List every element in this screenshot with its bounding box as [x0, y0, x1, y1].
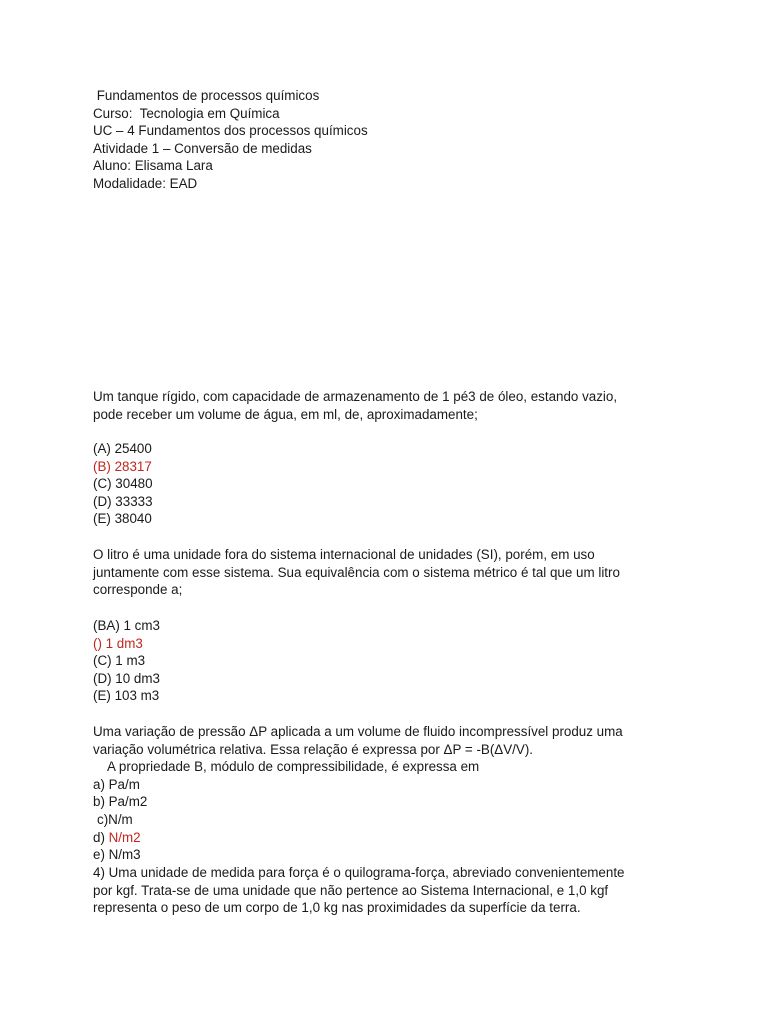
course-line: Curso: Tecnologia em Química	[93, 105, 280, 121]
q1-option-d: (D) 33333	[93, 493, 153, 509]
question-2-line: corresponde a;	[93, 582, 183, 598]
q2-option-d: (D) 10 dm3	[93, 670, 160, 686]
q3-option-d-row	[93, 829, 693, 847]
q3-option-e: e) N/m3	[93, 847, 141, 863]
q2-option-c: (C) 1 m3	[93, 653, 146, 669]
document-title: Fundamentos de processos químicos	[93, 88, 320, 103]
q2-option-highlighted: () 1 dm3	[93, 635, 143, 651]
question-1-text	[93, 388, 693, 423]
question-3-line: Uma variação de pressão ΔP aplicada a um volume de fluido incompressível produz uma	[93, 724, 623, 739]
question-2-options	[93, 617, 693, 705]
question-1-line: pode receber um volume de água, em ml, de, aproximadamente;	[93, 406, 478, 422]
q1-option-b-highlighted: (B) 28317	[93, 458, 152, 474]
student-line: Aluno: Elisama Lara	[93, 158, 213, 174]
q2-option-e: (E) 103 m3	[93, 688, 160, 704]
modality-line: Modalidade: EAD	[93, 175, 198, 191]
q3-option-d-prefix: d)	[93, 829, 109, 845]
q1-option-e: (E) 38040	[93, 511, 152, 527]
question-3	[93, 723, 693, 864]
question-2-text	[93, 546, 693, 599]
q1-option-a: (A) 25400	[93, 441, 152, 456]
document-header	[93, 87, 693, 193]
question-3-line: A propriedade B, módulo de compressibilidade, é expressa em	[107, 759, 480, 775]
q3-option-d-highlighted: N/m2	[108, 829, 141, 845]
question-2-line: O litro é uma unidade fora do sistema internacional de unidades (SI), porém, em uso	[93, 547, 595, 562]
q3-option-c: c)N/m	[97, 811, 133, 827]
q3-option-b: b) Pa/m2	[93, 794, 148, 810]
question-4-text	[93, 864, 693, 917]
uc-line: UC – 4 Fundamentos dos processos químicos	[93, 123, 368, 139]
question-4-line: por kgf. Trata-se de uma unidade que não pertence ao Sistema Internacional, e 1,0 kgf	[93, 882, 609, 898]
activity-line: Atividade 1 – Conversão de medidas	[93, 140, 312, 156]
q3-option-a: a) Pa/m	[93, 776, 140, 792]
question-1-options	[93, 440, 693, 528]
question-4-line: 4) Uma unidade de medida para força é o quilograma-força, abreviado convenientemente	[93, 865, 625, 880]
question-4-line: representa o peso de um corpo de 1,0 kg nas proximidades da superfície da terra.	[93, 900, 581, 916]
question-1-line: Um tanque rígido, com capacidade de armazenamento de 1 pé3 de óleo, estando vazio,	[93, 389, 618, 404]
q1-option-c: (C) 30480	[93, 476, 153, 492]
question-2-line: juntamente com esse sistema. Sua equivalência com o sistema métrico é tal que um litro	[93, 564, 620, 580]
question-3-line: variação volumétrica relativa. Essa relação é expressa por ΔP = -B(ΔV/V).	[93, 741, 534, 757]
q2-option-ba: (BA) 1 cm3	[93, 618, 160, 633]
